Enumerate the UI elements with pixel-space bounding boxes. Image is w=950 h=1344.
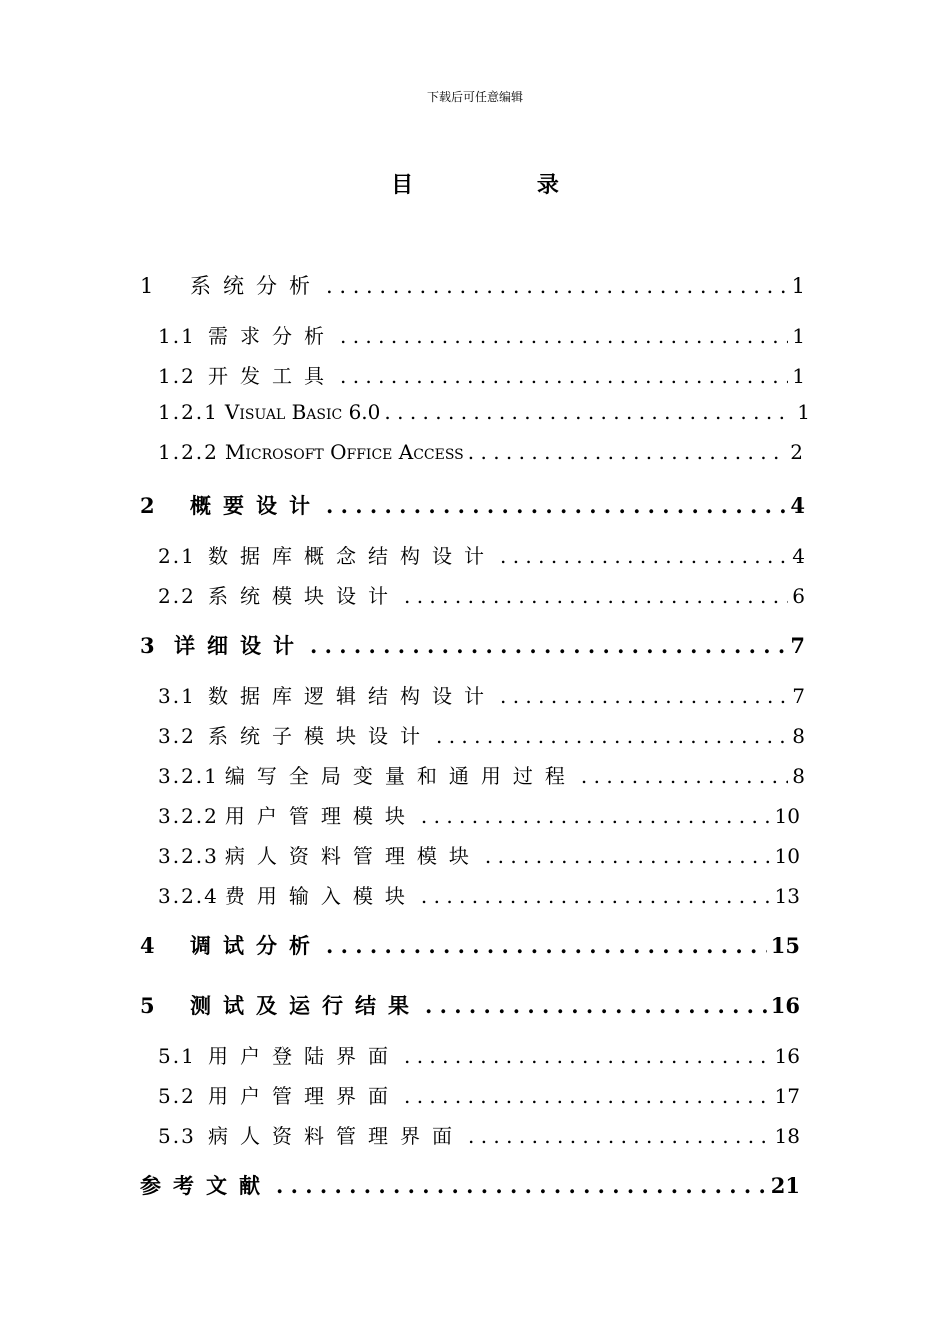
toc-leader-dots — [468, 440, 786, 464]
toc-entry-page: 8 — [792, 724, 805, 748]
toc-entry-page: 18 — [774, 1124, 800, 1148]
toc-leader-dots — [500, 544, 788, 568]
toc-entry-page: 17 — [774, 1084, 800, 1108]
toc-entry-title: 测试及运行结果 — [190, 993, 421, 1018]
toc-leader-dots — [404, 1044, 771, 1068]
toc-entry-number: 3.2 — [158, 724, 196, 748]
toc-entry-number: 2.1 — [158, 544, 196, 568]
toc-leader-dots — [326, 274, 788, 298]
toc-leader-dots — [326, 493, 786, 518]
toc-entry-page: 4 — [790, 493, 805, 518]
toc-leader-dots — [326, 933, 767, 958]
toc-entry[interactable] — [158, 320, 805, 350]
toc-entry[interactable] — [140, 270, 805, 300]
toc-entry-number: 1.1 — [158, 324, 196, 348]
toc-entry-page: 7 — [790, 633, 805, 658]
toc-entry-number: 1.2 — [158, 364, 196, 388]
toc-entry-page: 13 — [774, 884, 800, 908]
toc-entry-title: Microsoft Office Access — [224, 440, 464, 464]
toc-entry-page: 1 — [792, 364, 805, 388]
toc-entry[interactable] — [140, 630, 805, 660]
toc-entry[interactable] — [158, 760, 805, 790]
toc-entry-page: 2 — [790, 440, 803, 464]
toc-entry-number: 4 — [140, 933, 157, 958]
toc-entry[interactable] — [158, 1120, 800, 1150]
header-note: 下载后可任意编辑 — [426, 90, 523, 104]
toc-entry-number: 3.1 — [158, 684, 196, 708]
toc-entry[interactable] — [158, 800, 800, 830]
toc-entry-title: 用户登陆界面 — [208, 1044, 400, 1068]
toc-leader-dots — [340, 324, 788, 348]
toc-leader-dots — [404, 584, 788, 608]
toc-leader-dots — [436, 724, 788, 748]
toc-leader-dots — [404, 1084, 771, 1108]
toc-leader-dots — [500, 684, 788, 708]
toc-leader-dots — [384, 400, 793, 424]
toc-entry-page: 10 — [774, 804, 800, 828]
toc-entry-title: 调试分析 — [190, 933, 322, 958]
toc-entry-number: 1 — [140, 274, 156, 298]
toc-entry-title: 病人资料管理界面 — [208, 1124, 464, 1148]
toc-entry[interactable] — [158, 1080, 800, 1110]
toc-entry-title: 系统模块设计 — [208, 584, 400, 608]
toc-entry[interactable] — [140, 490, 805, 520]
toc-entry-title: 数据库逻辑结构设计 — [208, 684, 496, 708]
toc-entry[interactable] — [140, 930, 800, 960]
toc-leader-dots — [340, 364, 788, 388]
toc-entry-title: 需求分析 — [208, 324, 336, 348]
toc-entry-number: 1.2.2 — [158, 440, 219, 464]
toc-entry[interactable] — [158, 360, 805, 390]
toc-entry-page: 8 — [792, 764, 805, 788]
toc-leader-dots — [421, 804, 771, 828]
toc-entry-number: 3.2.3 — [158, 844, 219, 868]
toc-entry[interactable] — [158, 540, 805, 570]
toc-entry-page: 1 — [792, 324, 805, 348]
toc-entry-title: 系统分析 — [190, 274, 322, 298]
toc-leader-dots — [581, 764, 788, 788]
toc-entry-page: 10 — [774, 844, 800, 868]
toc-entry-number: 5.2 — [158, 1084, 196, 1108]
toc-entry-page: 21 — [770, 1173, 800, 1198]
toc-entry-page: 1 — [791, 274, 805, 298]
toc-entry[interactable] — [158, 400, 810, 430]
toc-entry-title: 详细设计 — [174, 633, 306, 658]
toc-entry-title: 数据库概念结构设计 — [208, 544, 496, 568]
toc-entry-title: 参考文献 — [140, 1173, 272, 1198]
toc-leader-dots — [468, 1124, 771, 1148]
toc-entry[interactable] — [158, 440, 803, 470]
toc-entry-number: 1.2.1 — [158, 400, 219, 424]
toc-leader-dots — [485, 844, 771, 868]
toc-entry-number: 3.2.4 — [158, 884, 219, 908]
toc-entry-title: Visual Basic 6.0 — [224, 400, 381, 424]
toc-entry-title: 用户管理界面 — [208, 1084, 400, 1108]
toc-entry-number: 5.3 — [158, 1124, 196, 1148]
toc-entry-number: 2.2 — [158, 584, 196, 608]
toc-entry-number: 3.2.2 — [158, 804, 219, 828]
toc-leader-dots — [425, 993, 767, 1018]
toc-entry-title: 费用输入模块 — [224, 884, 417, 908]
toc-entry-title: 概要设计 — [190, 493, 322, 518]
toc-entry-number: 3.2.1 — [158, 764, 219, 788]
toc-entry[interactable] — [158, 680, 805, 710]
toc-entry[interactable] — [158, 1040, 800, 1070]
toc-entry[interactable] — [158, 580, 805, 610]
page-title: 目 录 — [391, 172, 617, 198]
toc-entry-title: 开发工具 — [208, 364, 336, 388]
toc-entry-page: 1 — [797, 400, 810, 424]
toc-entry[interactable] — [158, 840, 800, 870]
toc-entry-page: 16 — [774, 1044, 800, 1068]
toc-entry-page: 16 — [770, 993, 800, 1018]
toc-leader-dots — [421, 884, 771, 908]
toc-entry-page: 7 — [792, 684, 805, 708]
toc-entry-title: 编写全局变量和通用过程 — [224, 764, 577, 788]
toc-entry[interactable] — [140, 1170, 800, 1200]
toc-entry-number: 3 — [140, 633, 157, 658]
toc-entry-number: 5.1 — [158, 1044, 196, 1068]
toc-entry-number: 5 — [140, 993, 157, 1018]
toc-entry-title: 用户管理模块 — [224, 804, 417, 828]
toc-entry-title: 系统子模块设计 — [208, 724, 432, 748]
toc-entry[interactable] — [140, 990, 800, 1020]
toc-entry-number: 2 — [140, 493, 157, 518]
toc-entry-page: 6 — [792, 584, 805, 608]
toc-entry-page: 15 — [770, 933, 800, 958]
toc-entry-page: 4 — [792, 544, 805, 568]
toc-entry[interactable] — [158, 720, 805, 750]
toc-leader-dots — [310, 633, 786, 658]
toc-leader-dots — [276, 1173, 767, 1198]
toc-entry[interactable] — [158, 880, 800, 910]
toc-entry-title: 病人资料管理模块 — [224, 844, 481, 868]
